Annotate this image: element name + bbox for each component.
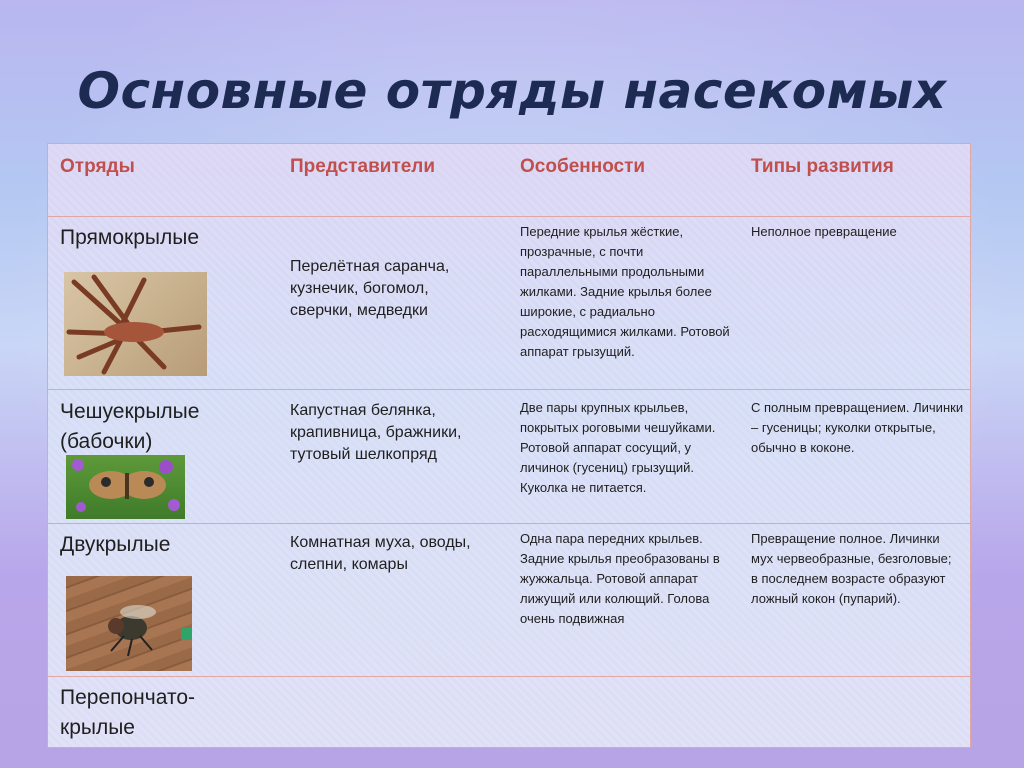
header-features: Особенности: [520, 156, 646, 177]
order-lepidoptera: Чешуекрылые (бабочки): [60, 400, 200, 453]
order-orthoptera: Прямокрылые: [60, 226, 200, 249]
header-orders: Отряды: [60, 156, 135, 177]
row-divider: [48, 676, 970, 677]
fly-photo: [66, 576, 192, 671]
development-diptera: Превращение полное. Личинки мух червеобразные, безголовые; в последнем возрасте образуют ложный кокон (пупарий).: [751, 531, 952, 606]
row-divider: [48, 523, 970, 524]
fly-icon: [66, 576, 192, 671]
locust-icon: [64, 272, 207, 376]
header-development: Типы развития: [751, 156, 894, 177]
butterfly-icon: [66, 455, 185, 519]
representatives-diptera: Комнатная муха, оводы, слепни, комары: [290, 534, 471, 573]
butterfly-photo: [66, 455, 185, 519]
row-divider: [48, 389, 970, 390]
order-hymenoptera: Перепончато-крылые: [60, 686, 195, 739]
row-divider: [48, 216, 970, 217]
insect-orders-table: [47, 143, 971, 748]
development-orthoptera: Неполное превращение: [751, 224, 897, 239]
page-title: Основные отряды насекомых: [77, 62, 947, 120]
representatives-orthoptera: Перелётная саранча, кузнечик, богомол, сверчки, медведки: [290, 258, 450, 319]
representatives-lepidoptera: Капустная белянка, крапивница, бражники, тутовый шелкопряд: [290, 402, 462, 463]
header-representatives: Представители: [290, 156, 436, 177]
features-diptera: Одна пара передних крыльев. Задние крылья преобразованы в жужжальца. Ротовой аппарат лижущий или колющий. Голова очень подвижная: [520, 531, 720, 626]
locust-photo: [64, 272, 207, 376]
features-lepidoptera: Две пары крупных крыльев, покрытых роговыми чешуйками. Ротовой аппарат сосущий, у личинок (гусениц) грызущий. Куколка не питается.: [520, 400, 716, 495]
features-orthoptera: Передние крылья жёсткие, прозрачные, с почти параллельными продольными жилками. Задние крылья более широкие, с радиально расходящимися жилками. Ротовой аппарат грызущий.: [520, 224, 730, 359]
development-lepidoptera: С полным превращением. Личинки – гусеницы; куколки открытые, обычно в коконе.: [751, 400, 964, 455]
order-diptera: Двукрылые: [60, 533, 171, 556]
